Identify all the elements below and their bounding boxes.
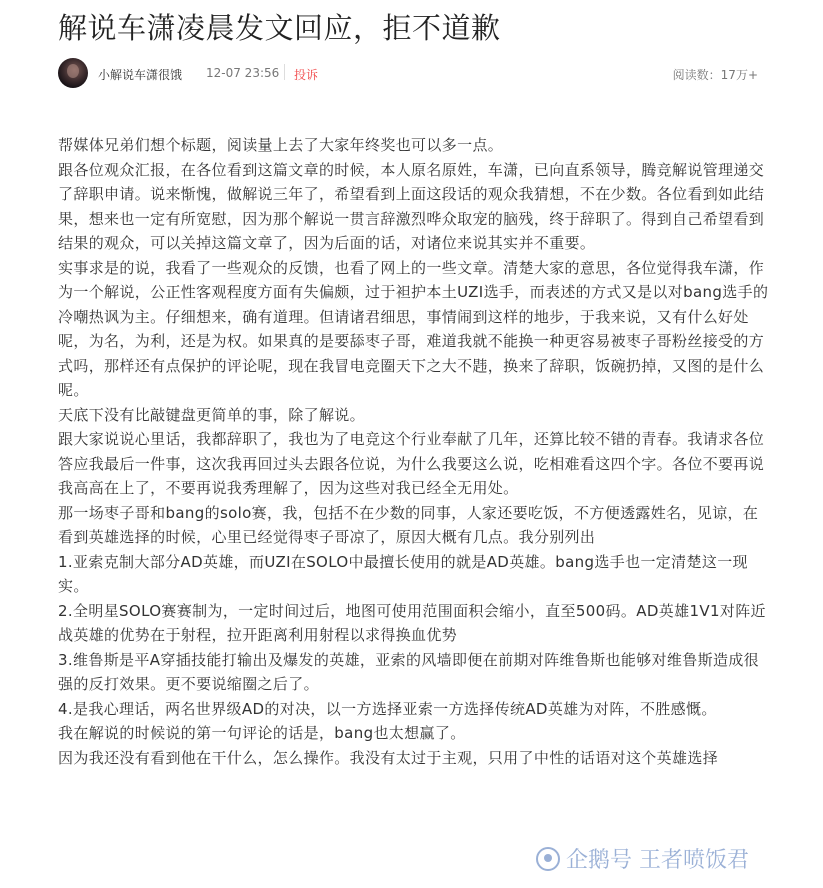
paragraph: 跟各位观众汇报，在各位看到这篇文章的时候，本人原名原姓，车潇，已向直系领导，腾竞解说管理递交了辞职申请。说来惭愧，做解说三年了，希望看到上面这段话的观众我猜想，不在少数。各位看到如此结果，想来也一定有所宽慰，因为那个解说一贯言辞激烈哗众取宠的脑残，终于辞职了。得到自己希望看到结果的观众，可以关掉这篇文章了，因为后面的话，对诸位来说其实并不重要。 xyxy=(58,160,765,252)
read-count: 阅读数：17万+ xyxy=(672,68,758,82)
article-body xyxy=(58,133,770,770)
author-avatar[interactable] xyxy=(58,58,88,88)
paragraph: 我在解说的时候说的第一句评论的话是，bang也太想赢了。 xyxy=(58,724,466,742)
watermark-text: 企鹅号 王者喷饭君 xyxy=(566,848,749,873)
paragraph: 4.是我心理话，两名世界级AD的对决，以一方选择亚索一方选择传统AD英雄为对阵，不胜感慨。 xyxy=(58,699,717,718)
report-link[interactable]: 投诉 xyxy=(294,68,319,82)
paragraph: 帮媒体兄弟们想个标题，阅读量上去了大家年终奖也可以多一点。 xyxy=(58,136,504,154)
paragraph: 天底下没有比敲键盘更简单的事，除了解说。 xyxy=(58,405,366,424)
article-title: 解说车潇凌晨发文回应，拒不道歉 xyxy=(58,11,501,45)
paragraph: 跟大家说说心里话，我都辞职了，我也为了电竞这个行业奉献了几年，还算比较不错的青春。我请求各位答应我最后一件事，这次我再回过头去跟各位说，为什么我要这么说，吃相难看这四个字。各位不要再说我高高在上了，不要再说我秀理解了，因为这些对我已经全无用处。 xyxy=(58,430,765,497)
meta-divider xyxy=(284,64,285,80)
watermark xyxy=(536,843,749,879)
author-name[interactable]: 小解说车潇很饿 xyxy=(98,68,183,82)
publish-time: 12-07 23:56 xyxy=(206,66,280,80)
penguin-logo-icon xyxy=(536,847,560,871)
paragraph: 那一场枣子哥和bang的solo赛，我，包括不在少数的同事，人家还要吃饭，不方便透露姓名，见谅，在看到英雄选择的时候，心里已经觉得枣子哥凉了，原因大概有几点。我分别列出 xyxy=(58,503,759,546)
paragraph: 1.亚索克制大部分AD英雄，而UZI在SOLO中最擅长使用的就是AD英雄。bang选手也一定清楚这一现实。 xyxy=(58,552,748,595)
article-meta xyxy=(58,58,770,90)
paragraph: 实事求是的说，我看了一些观众的反馈，也看了网上的一些文章。清楚大家的意思，各位觉得我车潇，作为一个解说，公正性客观程度方面有失偏颇，过于袒护本土UZI选手，而表述的方式又是以对bang选手的冷嘲热讽为主。仔细想来，确有道理。但请诸君细思，事情闹到这样的地步，于我来说，又有什么好处呢，为名，为利，还是为权。如果真的是要舔枣子哥，难道我就不能换一种更容易被枣子哥粉丝接受的方式吗，那样还有点保护的评论呢，现在我冒电竞圈天下之大不韪，换来了辞职，饭碗扔掉，又图的是什么呢。 xyxy=(58,258,769,399)
article xyxy=(58,0,770,767)
paragraph: 3.维鲁斯是平A穿插技能打输出及爆发的英雄，亚索的风墙即便在前期对阵维鲁斯也能够对维鲁斯造成很强的反打效果。更不要说缩圈之后了。 xyxy=(58,650,760,693)
paragraph: 因为我还没有看到他在干什么，怎么操作。我没有太过于主观，只用了中性的话语对这个英雄选择 xyxy=(58,748,719,767)
paragraph: 2.全明星SOLO赛赛制为，一定时间过后，地图可使用范围面积会缩小，直至500码。AD英雄1V1对阵近战英雄的优势在于射程，拉开距离利用射程以求得换血优势 xyxy=(58,601,766,644)
